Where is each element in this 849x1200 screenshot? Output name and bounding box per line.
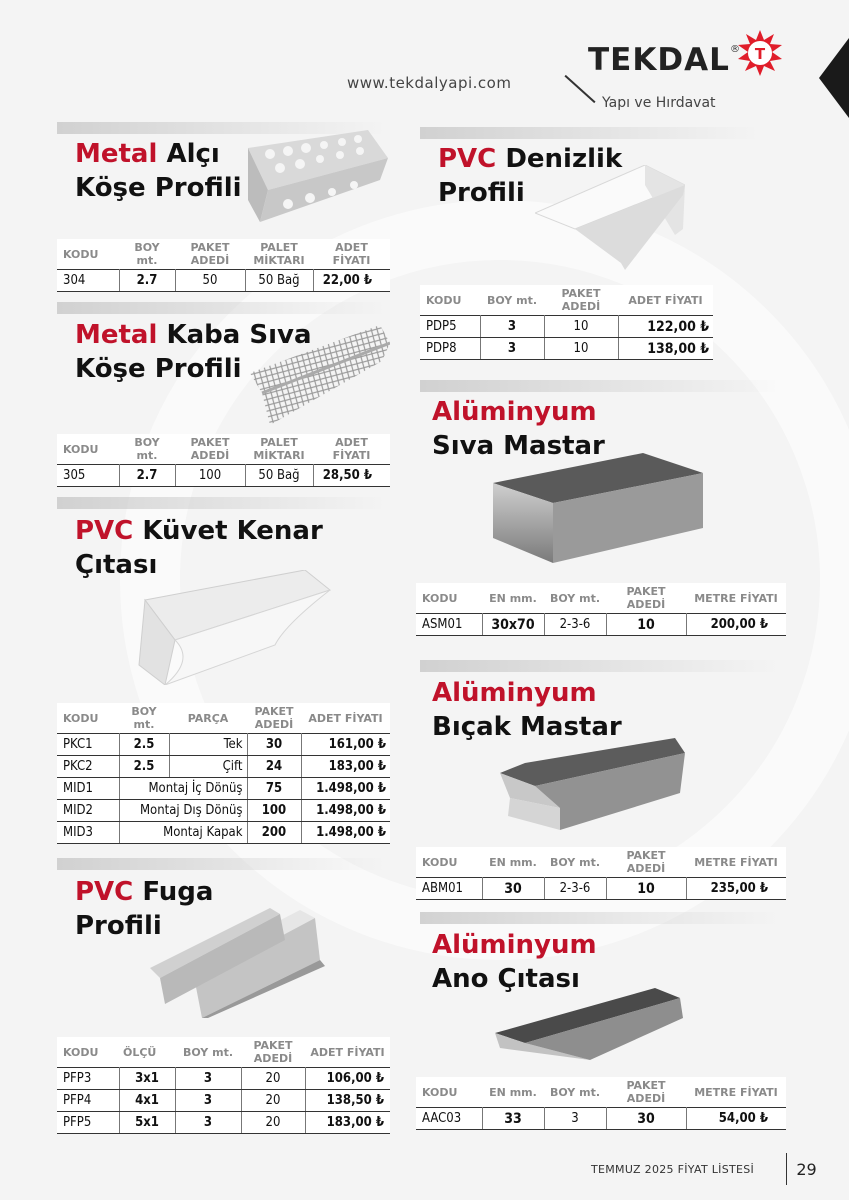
column-header: ADET FİYATI (301, 703, 390, 734)
bathtub-edge-strip-image (135, 570, 335, 685)
table-cell: 30 (482, 878, 544, 900)
brand-tagline: Yapı ve Hırdavat (602, 95, 716, 111)
table-cell: 50 (175, 270, 245, 292)
table-row (420, 316, 713, 338)
column-header: METRE FİYATI (686, 583, 786, 614)
section-band (420, 127, 760, 139)
column-header: METRE FİYATI (686, 1077, 786, 1108)
table-row (57, 1068, 390, 1090)
table-cell: 100 (247, 800, 301, 822)
column-header: PAKET ADEDİ (247, 703, 301, 734)
table-row (57, 1090, 390, 1112)
table-cell: 161,00 ₺ (301, 734, 390, 756)
price-table-metal-alci (57, 239, 390, 292)
table-row (416, 878, 786, 900)
column-header: PALET MİKTARI (245, 434, 313, 465)
table-row (57, 270, 390, 292)
table-cell: 2.5 (119, 734, 169, 756)
table-cell: 183,00 ₺ (301, 756, 390, 778)
table-cell: 22,00 ₺ (313, 270, 390, 292)
column-header: PAKET ADEDİ (606, 583, 686, 614)
section-title-alu-bicak: Alüminyum Bıçak Mastar (432, 678, 622, 742)
price-table-alu-ano (416, 1077, 786, 1130)
page-number: 29 (786, 1153, 826, 1185)
table-cell: 10 (606, 878, 686, 900)
table-cell: PFP3 (57, 1068, 119, 1090)
table-cell: PFP4 (57, 1090, 119, 1112)
table-cell: 28,50 ₺ (313, 465, 390, 487)
table-cell: 138,50 ₺ (305, 1090, 390, 1112)
table-cell: 3 (175, 1090, 241, 1112)
column-header: PAKET ADEDİ (175, 239, 245, 270)
table-cell: MID2 (57, 800, 119, 822)
price-list-label: TEMMUZ 2025 FİYAT LİSTESİ (591, 1163, 755, 1176)
table-cell: 138,00 ₺ (618, 338, 713, 360)
table-cell: 20 (241, 1112, 305, 1134)
brand-name: TEKDAL (588, 42, 730, 78)
table-cell: 54,00 ₺ (686, 1108, 786, 1130)
table-cell: 1.498,00 ₺ (301, 778, 390, 800)
website-url[interactable]: www.tekdalyapi.com (347, 74, 512, 92)
section-band (420, 660, 780, 672)
column-header: BOY mt. (480, 285, 544, 316)
column-header: KODU (420, 285, 480, 316)
column-header: KODU (57, 703, 119, 734)
table-cell: Çift (169, 756, 247, 778)
table-row (57, 734, 390, 756)
table-cell: 75 (247, 778, 301, 800)
column-header: KODU (416, 847, 482, 878)
section-band (420, 380, 780, 392)
table-cell: PKC1 (57, 734, 119, 756)
svg-text:T: T (754, 45, 766, 63)
aluminium-anodized-strip-image (495, 988, 685, 1063)
section-band (420, 912, 780, 924)
table-row (420, 338, 713, 360)
metal-corner-profile-image (248, 130, 388, 222)
section-title-metal-alci: Metal Alçı Köşe Profili (75, 139, 242, 203)
table-cell: 10 (544, 316, 618, 338)
table-cell: MID1 (57, 778, 119, 800)
price-table-pvc-fuga (57, 1037, 390, 1134)
table-cell: 2-3-6 (544, 614, 606, 636)
table-cell: 5x1 (119, 1112, 175, 1134)
column-header: PAKET ADEDİ (544, 285, 618, 316)
table-row (57, 756, 390, 778)
table-row (416, 614, 786, 636)
window-sill-profile-image (535, 165, 685, 270)
column-header: PAKET ADEDİ (175, 434, 245, 465)
column-header: KODU (416, 1077, 482, 1108)
column-header: BOY mt. (544, 847, 606, 878)
column-header: ADET FİYATI (618, 285, 713, 316)
table-row (57, 1112, 390, 1134)
column-header: KODU (57, 1037, 119, 1068)
column-header: ADET FİYATI (313, 434, 390, 465)
section-title-pvc-fuga: PVC Fuga Profili (75, 877, 214, 941)
table-cell: Tek (169, 734, 247, 756)
table-cell: MID3 (57, 822, 119, 844)
section-title-alu-ano: Alüminyum Ano Çıtası (432, 930, 597, 994)
column-header: METRE FİYATI (686, 847, 786, 878)
table-cell: PDP8 (420, 338, 480, 360)
column-header: BOY mt. (544, 583, 606, 614)
section-title-alu-siva: Alüminyum Sıva Mastar (432, 397, 605, 461)
table-cell: 4x1 (119, 1090, 175, 1112)
price-table-alu-bicak (416, 847, 786, 900)
table-cell: 30 (247, 734, 301, 756)
column-header: EN mm. (482, 1077, 544, 1108)
column-header: EN mm. (482, 847, 544, 878)
table-cell: 3x1 (119, 1068, 175, 1090)
column-header: BOY mt. (119, 434, 175, 465)
column-header: PALET MİKTARI (245, 239, 313, 270)
table-cell: 3 (480, 338, 544, 360)
table-cell: 183,00 ₺ (305, 1112, 390, 1134)
column-header: BOY mt. (119, 239, 175, 270)
table-cell: 305 (57, 465, 119, 487)
table-cell: 200 (247, 822, 301, 844)
table-cell: 20 (241, 1068, 305, 1090)
table-cell: 3 (175, 1112, 241, 1134)
section-band (57, 302, 387, 314)
table-cell: PFP5 (57, 1112, 119, 1134)
section-title-pvc-kuvet: PVC Küvet Kenar Çıtası (75, 516, 323, 580)
table-cell: 100 (175, 465, 245, 487)
table-cell: 10 (606, 614, 686, 636)
price-table-alu-siva (416, 583, 786, 636)
table-cell: 3 (480, 316, 544, 338)
column-header: ÖLÇÜ (119, 1037, 175, 1068)
table-cell: 3 (175, 1068, 241, 1090)
column-header: BOY mt. (119, 703, 169, 734)
table-cell: 106,00 ₺ (305, 1068, 390, 1090)
table-row (57, 465, 390, 487)
price-table-metal-kaba (57, 434, 390, 487)
table-row (416, 1108, 786, 1130)
table-cell: 2-3-6 (544, 878, 606, 900)
corner-tab (819, 38, 849, 118)
section-title-metal-kaba: Metal Kaba Sıva Köşe Profili (75, 320, 312, 384)
column-header: PAKET ADEDİ (241, 1037, 305, 1068)
table-row (57, 800, 390, 822)
table-cell: 122,00 ₺ (618, 316, 713, 338)
registered-mark: ® (730, 44, 740, 55)
table-cell: 33 (482, 1108, 544, 1130)
column-header: PARÇA (169, 703, 247, 734)
header-divider (564, 75, 595, 103)
section-title-pvc-denizlik: PVC Denizlik Profili (438, 144, 623, 208)
table-cell: 2.7 (119, 270, 175, 292)
table-cell: AAC03 (416, 1108, 482, 1130)
table-cell: 30 (606, 1108, 686, 1130)
joint-profile-image (150, 900, 330, 1018)
table-cell: Montaj Kapak (119, 822, 247, 844)
table-cell: 30x70 (482, 614, 544, 636)
table-cell: 50 Bağ (245, 465, 313, 487)
aluminium-plaster-screed-image (493, 453, 703, 563)
table-cell: 20 (241, 1090, 305, 1112)
table-cell: 2.7 (119, 465, 175, 487)
table-cell: 2.5 (119, 756, 169, 778)
table-row (57, 778, 390, 800)
column-header: PAKET ADEDİ (606, 847, 686, 878)
table-cell: Montaj Dış Dönüş (119, 800, 247, 822)
column-header: PAKET ADEDİ (606, 1077, 686, 1108)
column-header: EN mm. (482, 583, 544, 614)
column-header: BOY mt. (544, 1077, 606, 1108)
price-table-pvc-kuvet (57, 703, 390, 844)
table-cell: 1.498,00 ₺ (301, 822, 390, 844)
column-header: ADET FİYATI (313, 239, 390, 270)
column-header: KODU (416, 583, 482, 614)
table-cell: 24 (247, 756, 301, 778)
table-cell: ASM01 (416, 614, 482, 636)
aluminium-blade-screed-image (500, 738, 685, 838)
table-cell: 3 (544, 1108, 606, 1130)
table-cell: 50 Bağ (245, 270, 313, 292)
table-cell: 1.498,00 ₺ (301, 800, 390, 822)
table-cell: Montaj İç Dönüş (119, 778, 247, 800)
mesh-corner-profile-image (250, 325, 390, 425)
section-band (57, 858, 387, 870)
table-cell: ABM01 (416, 878, 482, 900)
table-row (57, 822, 390, 844)
table-cell: 235,00 ₺ (686, 878, 786, 900)
price-table-pvc-denizlik (420, 285, 713, 360)
column-header: ADET FİYATI (305, 1037, 390, 1068)
table-cell: PKC2 (57, 756, 119, 778)
table-cell: 200,00 ₺ (686, 614, 786, 636)
table-cell: PDP5 (420, 316, 480, 338)
brand-emblem-icon (737, 30, 783, 76)
column-header: KODU (57, 434, 119, 465)
column-header: BOY mt. (175, 1037, 241, 1068)
column-header: KODU (57, 239, 119, 270)
table-cell: 304 (57, 270, 119, 292)
table-cell: 10 (544, 338, 618, 360)
section-band (57, 497, 387, 509)
